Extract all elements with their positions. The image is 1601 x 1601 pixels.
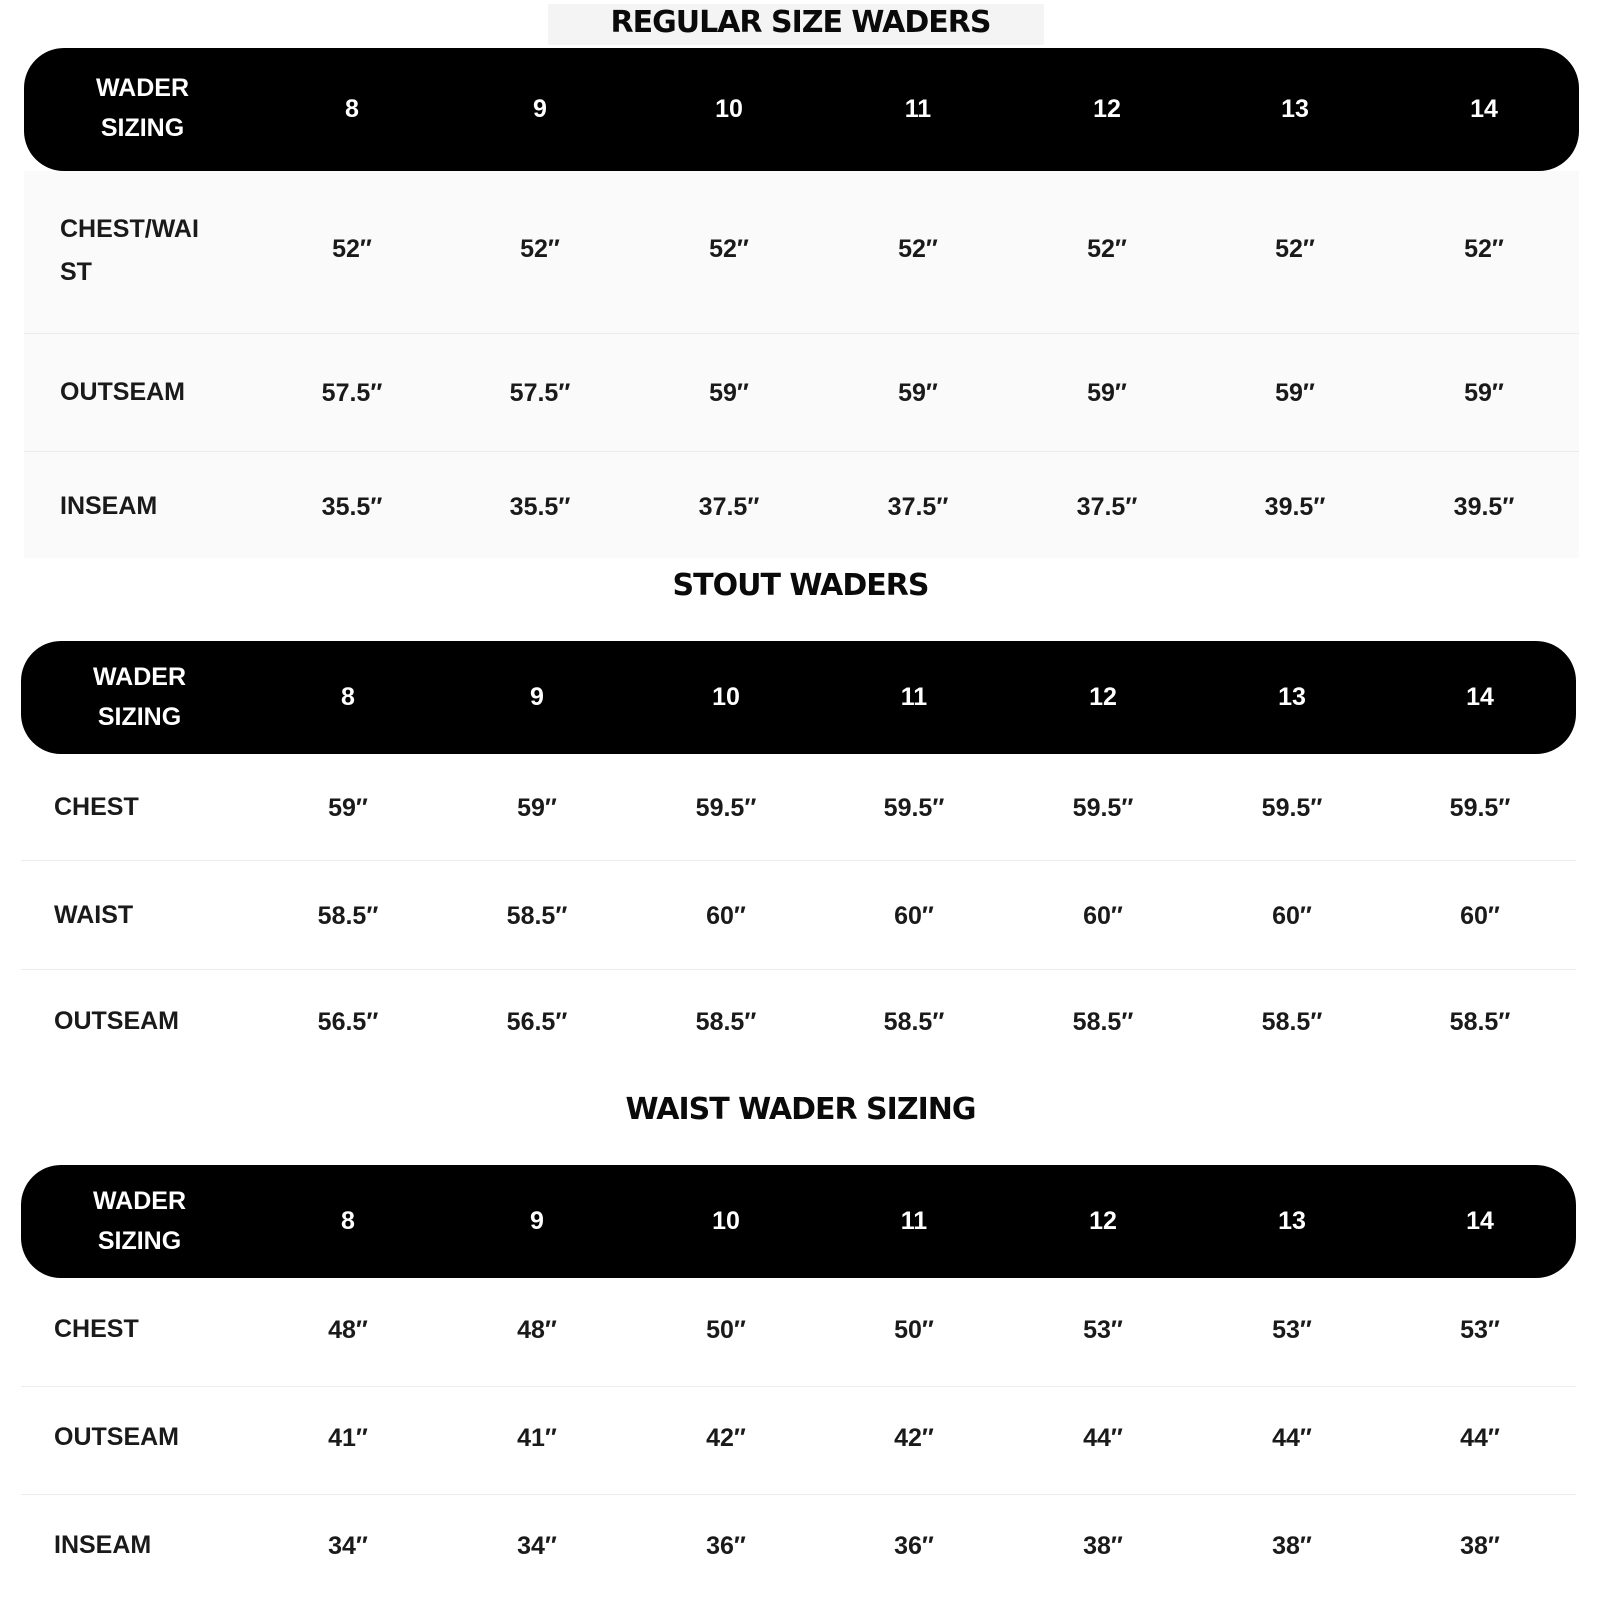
regular-outseam-13: 59″ bbox=[1275, 379, 1315, 407]
stout-waist-12: 60″ bbox=[1083, 902, 1123, 930]
regular-row-label-line2: ST bbox=[60, 258, 92, 286]
regular-chest-waist-12: 52″ bbox=[1087, 235, 1127, 263]
regular-outseam-12: 59″ bbox=[1087, 379, 1127, 407]
stout-header-label-line1: WADER bbox=[92, 663, 187, 691]
stout-chest-13: 59.5″ bbox=[1261, 794, 1323, 822]
stout-outseam-8: 56.5″ bbox=[317, 1008, 379, 1036]
regular-inseam-12: 37.5″ bbox=[1076, 493, 1138, 521]
stout-outseam-13: 58.5″ bbox=[1261, 1008, 1323, 1036]
waist-chest-9: 48″ bbox=[517, 1316, 557, 1344]
stout-table-header bbox=[21, 641, 1576, 754]
stout-outseam-9: 56.5″ bbox=[506, 1008, 568, 1036]
waist-outseam-8: 41″ bbox=[328, 1424, 368, 1452]
waist-row-label: OUTSEAM bbox=[54, 1423, 179, 1451]
waist-inseam-13: 38″ bbox=[1272, 1532, 1312, 1560]
waist-row-inseam bbox=[21, 1495, 1576, 1601]
waist-chest-13: 53″ bbox=[1272, 1316, 1312, 1344]
regular-inseam-10: 37.5″ bbox=[698, 493, 760, 521]
regular-header-label-line2: SIZING bbox=[100, 114, 185, 142]
waist-chest-12: 53″ bbox=[1083, 1316, 1123, 1344]
stout-chest-12: 59.5″ bbox=[1072, 794, 1134, 822]
waist-header-size-9: 9 bbox=[530, 1207, 544, 1235]
waist-outseam-13: 44″ bbox=[1272, 1424, 1312, 1452]
regular-header-size-8: 8 bbox=[345, 95, 359, 123]
waist-chest-14: 53″ bbox=[1460, 1316, 1500, 1344]
waist-chest-8: 48″ bbox=[328, 1316, 368, 1344]
regular-header-size-9: 9 bbox=[533, 95, 547, 123]
regular-outseam-14: 59″ bbox=[1464, 379, 1504, 407]
waist-inseam-12: 38″ bbox=[1083, 1532, 1123, 1560]
regular-inseam-9: 35.5″ bbox=[509, 493, 571, 521]
stout-header-size-8: 8 bbox=[341, 683, 355, 711]
stout-row-waist bbox=[21, 861, 1576, 969]
stout-row-label: CHEST bbox=[54, 793, 139, 821]
stout-outseam-14: 58.5″ bbox=[1449, 1008, 1511, 1036]
waist-inseam-8: 34″ bbox=[328, 1532, 368, 1560]
stout-outseam-10: 58.5″ bbox=[695, 1008, 757, 1036]
waist-header-label-line1: WADER bbox=[92, 1187, 187, 1215]
stout-outseam-11: 58.5″ bbox=[883, 1008, 945, 1036]
waist-row-outseam bbox=[21, 1387, 1576, 1494]
stout-chest-10: 59.5″ bbox=[695, 794, 757, 822]
stout-size-table bbox=[21, 641, 1576, 1066]
regular-inseam-8: 35.5″ bbox=[321, 493, 383, 521]
stout-header-size-12: 12 bbox=[1089, 683, 1117, 711]
stout-waist-14: 60″ bbox=[1460, 902, 1500, 930]
regular-size-table bbox=[24, 48, 1579, 558]
waist-table-header bbox=[21, 1165, 1576, 1278]
regular-header-size-12: 12 bbox=[1093, 95, 1121, 123]
stout-header-label bbox=[21, 657, 258, 737]
waist-header-label bbox=[21, 1181, 258, 1261]
regular-header-size-14: 14 bbox=[1470, 95, 1498, 123]
stout-header-size-14: 14 bbox=[1466, 683, 1494, 711]
waist-row-label: INSEAM bbox=[54, 1531, 152, 1559]
waist-chest-10: 50″ bbox=[706, 1316, 746, 1344]
stout-header-label-line2: SIZING bbox=[97, 703, 182, 731]
regular-chest-waist-10: 52″ bbox=[709, 235, 749, 263]
waist-row-chest bbox=[21, 1278, 1576, 1386]
stout-section-title: STOUT WADERS bbox=[672, 568, 929, 603]
waist-header-size-13: 13 bbox=[1278, 1207, 1306, 1235]
waist-inseam-10: 36″ bbox=[706, 1532, 746, 1560]
waist-header-size-10: 10 bbox=[712, 1207, 740, 1235]
regular-row-chest-waist bbox=[24, 171, 1579, 333]
regular-inseam-14: 39.5″ bbox=[1453, 493, 1515, 521]
waist-header-size-8: 8 bbox=[341, 1207, 355, 1235]
waist-header-size-14: 14 bbox=[1466, 1207, 1494, 1235]
regular-header-size-11: 11 bbox=[904, 95, 932, 123]
stout-waist-10: 60″ bbox=[706, 902, 746, 930]
waist-inseam-11: 36″ bbox=[894, 1532, 934, 1560]
stout-outseam-12: 58.5″ bbox=[1072, 1008, 1134, 1036]
regular-table-header bbox=[24, 48, 1579, 171]
regular-header-label bbox=[24, 68, 261, 148]
stout-chest-8: 59″ bbox=[328, 794, 368, 822]
waist-size-table bbox=[21, 1165, 1576, 1601]
stout-waist-8: 58.5″ bbox=[317, 902, 379, 930]
regular-chest-waist-8: 52″ bbox=[332, 235, 372, 263]
waist-outseam-12: 44″ bbox=[1083, 1424, 1123, 1452]
regular-header-size-13: 13 bbox=[1281, 95, 1309, 123]
regular-chest-waist-9: 52″ bbox=[520, 235, 560, 263]
stout-row-chest bbox=[21, 754, 1576, 860]
stout-waist-11: 60″ bbox=[894, 902, 934, 930]
stout-chest-11: 59.5″ bbox=[883, 794, 945, 822]
regular-row-inseam bbox=[24, 452, 1579, 558]
regular-inseam-13: 39.5″ bbox=[1264, 493, 1326, 521]
waist-row-label: CHEST bbox=[54, 1315, 139, 1343]
regular-row-outseam bbox=[24, 334, 1579, 451]
stout-chest-9: 59″ bbox=[517, 794, 557, 822]
waist-outseam-10: 42″ bbox=[706, 1424, 746, 1452]
regular-row-label-line1: CHEST/WAI bbox=[60, 215, 199, 243]
stout-header-size-10: 10 bbox=[712, 683, 740, 711]
stout-row-label: OUTSEAM bbox=[54, 1007, 179, 1035]
regular-section-title: REGULAR SIZE WADERS bbox=[610, 5, 991, 40]
waist-inseam-9: 34″ bbox=[517, 1532, 557, 1560]
stout-waist-13: 60″ bbox=[1272, 902, 1312, 930]
waist-header-size-12: 12 bbox=[1089, 1207, 1117, 1235]
stout-header-size-13: 13 bbox=[1278, 683, 1306, 711]
waist-section-title: WAIST WADER SIZING bbox=[625, 1092, 976, 1127]
regular-header-label-line1: WADER bbox=[95, 74, 190, 102]
regular-inseam-11: 37.5″ bbox=[887, 493, 949, 521]
stout-header-size-11: 11 bbox=[900, 683, 928, 711]
waist-outseam-9: 41″ bbox=[517, 1424, 557, 1452]
stout-row-label: WAIST bbox=[54, 901, 134, 929]
regular-chest-waist-13: 52″ bbox=[1275, 235, 1315, 263]
waist-header-label-line2: SIZING bbox=[97, 1227, 182, 1255]
waist-inseam-14: 38″ bbox=[1460, 1532, 1500, 1560]
regular-chest-waist-11: 52″ bbox=[898, 235, 938, 263]
regular-row-label: INSEAM bbox=[60, 492, 158, 520]
regular-outseam-9: 57.5″ bbox=[509, 379, 571, 407]
regular-outseam-8: 57.5″ bbox=[321, 379, 383, 407]
stout-row-outseam bbox=[21, 970, 1576, 1066]
waist-chest-11: 50″ bbox=[894, 1316, 934, 1344]
stout-header-size-9: 9 bbox=[530, 683, 544, 711]
stout-waist-9: 58.5″ bbox=[506, 902, 568, 930]
regular-chest-waist-14: 52″ bbox=[1464, 235, 1504, 263]
waist-header-size-11: 11 bbox=[900, 1207, 928, 1235]
regular-header-size-10: 10 bbox=[715, 95, 743, 123]
regular-outseam-10: 59″ bbox=[709, 379, 749, 407]
regular-outseam-11: 59″ bbox=[898, 379, 938, 407]
regular-row-label: OUTSEAM bbox=[60, 378, 185, 406]
waist-outseam-14: 44″ bbox=[1460, 1424, 1500, 1452]
waist-outseam-11: 42″ bbox=[894, 1424, 934, 1452]
regular-row-label bbox=[60, 208, 199, 294]
stout-chest-14: 59.5″ bbox=[1449, 794, 1511, 822]
